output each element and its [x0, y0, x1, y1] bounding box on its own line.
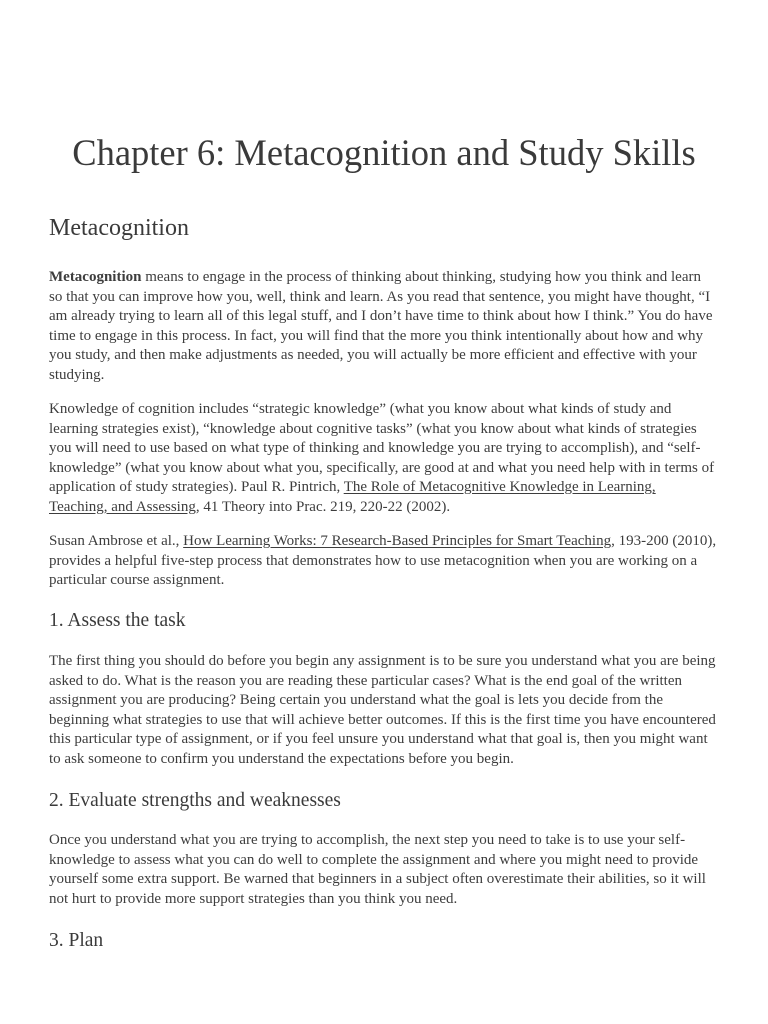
- step1-heading: 1. Assess the task: [49, 610, 186, 631]
- step3-heading: 3. Plan: [49, 930, 104, 951]
- paragraph-ambrose: [49, 532, 717, 591]
- ambrose-book-link[interactable]: How Learning Works: 7 Research-Based Principles for Smart Teaching: [183, 533, 612, 549]
- paragraph-metacognition: [49, 268, 717, 385]
- paragraph-knowledge-of-cognition: [49, 400, 717, 517]
- citation-lead: Susan Ambrose et al.,: [49, 533, 184, 549]
- section-heading: Metacognition: [49, 215, 189, 241]
- term-metacognition: Metacognition: [49, 269, 142, 285]
- paragraph-text: means to engage in the process of thinking about thinking, studying how you think and learn so that you can improve how you, well, think and learn. As you read that sentence, you might have thought, “I am already trying to learn all of this legal stuff, and I don’t have time to think about how I think.” You do have time to engage in this process. In fact, you will find that the more you think intentionally about how and why you study, and then make adjustments as needed, you will actually be more efficient and effective with your studying.: [49, 269, 713, 383]
- paragraph-text: , 193-200 (2010), provides a helpful five-step process that demonstrates how to use metacognition when you are working on a particular course assignment.: [49, 533, 717, 588]
- chapter-title: Chapter 6: Metacognition and Study Skills: [72, 132, 696, 173]
- citation-tail: , 41 Theory into Prac. 219, 220-22 (2002).: [195, 498, 451, 515]
- paragraph-text: Knowledge of cognition includes “strategic knowledge” (what you know about what kinds of study and learning strategies exist), “knowledge about cognitive tasks” (what you know about what kinds of strategies you will need to use based on what type of thinking and knowledge you are trying to accomplish), and “self-knowledge” (what you know about what you, specifically, are good at and what you need help with in terms of application of study strategies). Paul R. Pintrich,: [49, 401, 715, 495]
- step2-paragraph: Once you understand what you are trying to accomplish, the next step you need to take is to use your self-knowledge to assess what you can do well to complete the assignment and where you might need to provide yourself some extra support. Be warned that beginners in a subject often overestimate their abilities, so it will not hurt to provide more support strategies than you think you need.: [49, 832, 706, 907]
- step2-heading: 2. Evaluate strengths and weaknesses: [49, 790, 341, 811]
- step1-paragraph: The first thing you should do before you begin any assignment is to be sure you understand what you are being asked to do. What is the reason you are reading these particular cases? What is the end goal of the written assignment you are producing? Being certain you understand what the goal is lets you decide from the beginning what strategies to use that will achieve better outcomes. If this is the first time you have encountered this particular type of assignment, or if you feel unsure you understand what that goal is, then you might want to ask someone to confirm you understand the expectations before you begin.: [49, 653, 716, 767]
- pintrich-article-link[interactable]: The Role of Metacognitive Knowledge in Learning, Teaching, and Assessing: [49, 479, 656, 515]
